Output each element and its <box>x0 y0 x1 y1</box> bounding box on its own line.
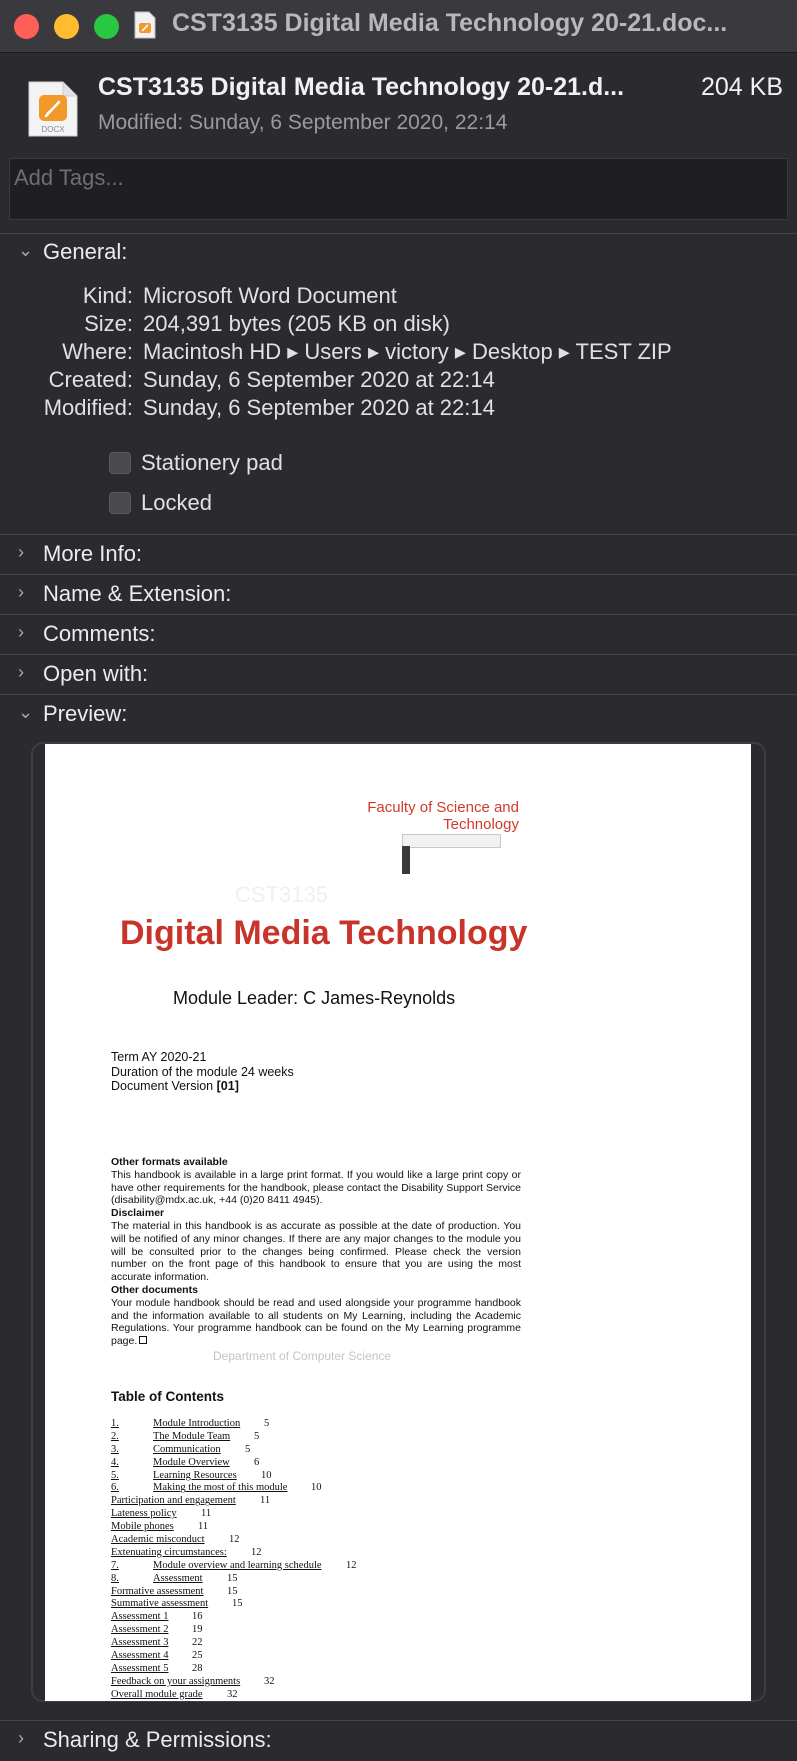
chevron-right-icon: › <box>18 542 24 562</box>
chevron-right-icon: › <box>18 622 24 642</box>
close-button[interactable] <box>14 14 39 39</box>
other-formats-text: This handbook is available in a large print format. If you would like a large print copy or have other requirements for the handbook, please contact the Disability Support Service (disability@mdx.ac.uk, +44 (0)20 8411 4945). <box>111 1168 521 1207</box>
toc-text[interactable]: Assessment <box>153 1572 203 1584</box>
divider <box>0 694 797 695</box>
info-row-kind <box>0 283 797 311</box>
toc-text[interactable]: Assessment 3 <box>111 1637 169 1649</box>
version-label: Document Version <box>111 1079 214 1093</box>
version-line <box>111 1079 294 1094</box>
info-value: Sunday, 6 September 2020 at 22:14 <box>143 395 495 420</box>
document-icon <box>134 11 156 39</box>
info-row-modified <box>0 395 797 423</box>
toc-number: 7. <box>111 1559 119 1571</box>
toc-text[interactable]: Mobile phones <box>111 1521 174 1533</box>
toc-text[interactable]: Assessment 2 <box>111 1624 169 1636</box>
toc-page-number: 6 <box>254 1456 260 1468</box>
module-leader: Module Leader: C James-Reynolds <box>173 988 456 1008</box>
info-key: Created: <box>48 367 133 392</box>
document-preview <box>45 744 751 1701</box>
toc-text[interactable]: Learning Resources <box>153 1469 237 1481</box>
tags-input[interactable] <box>10 159 778 197</box>
section-general[interactable] <box>0 234 797 272</box>
stationery-pad-label: Stationery pad <box>141 450 283 475</box>
section-sharing-label: Sharing & Permissions: <box>43 1727 272 1752</box>
toc-text[interactable]: Feedback on your assignments <box>111 1675 241 1687</box>
toc-page-number: 12 <box>251 1546 262 1558</box>
document-meta <box>111 1050 294 1094</box>
chevron-right-icon: › <box>18 662 24 682</box>
toc-text[interactable]: Assessment 1 <box>111 1611 169 1623</box>
section-more-info-label: More Info: <box>43 541 143 566</box>
info-row-size <box>0 311 797 339</box>
module-code-faint: CST3135 <box>235 882 328 907</box>
toc-number: 1. <box>111 1418 119 1429</box>
divider <box>0 614 797 615</box>
section-open-with-label: Open with: <box>43 661 149 686</box>
window-title: CST3135 Digital Media Technology 20-21.doc... <box>172 9 728 37</box>
info-key: Kind: <box>82 283 133 308</box>
info-value: Macintosh HD ▸ Users ▸ victory ▸ Desktop ▸ TEST ZIP <box>143 339 672 364</box>
info-key: Where: <box>62 339 133 364</box>
file-type-label: DOCX <box>41 125 65 134</box>
toc-text[interactable]: Assessment 5 <box>111 1662 169 1674</box>
toc-text[interactable]: Academic misconduct <box>111 1534 205 1546</box>
duration-line: Duration of the module 24 weeks <box>111 1064 294 1079</box>
toc-number: 2. <box>111 1430 119 1442</box>
section-open-with[interactable] <box>0 656 797 694</box>
chevron-down-icon: ⌄ <box>18 240 34 260</box>
toc-text[interactable]: Assessment 4 <box>111 1650 169 1662</box>
toc-number: 8. <box>111 1572 119 1584</box>
toc-text[interactable]: Extenuating circumstances: <box>111 1546 227 1558</box>
section-sharing-permissions[interactable] <box>0 1722 797 1760</box>
toc-page-number: 22 <box>192 1637 203 1649</box>
toc-page-number: 11 <box>260 1495 271 1507</box>
toc-text[interactable]: Summative assessment <box>111 1598 209 1610</box>
toc-text[interactable]: Module Overview <box>153 1456 230 1468</box>
placeholder-box <box>139 1336 147 1344</box>
section-name-extension[interactable] <box>0 576 797 614</box>
section-preview[interactable] <box>0 696 797 734</box>
faculty-label: Faculty of Science and Technology <box>367 799 519 833</box>
toc-number: 5. <box>111 1469 119 1481</box>
stationery-pad-checkbox[interactable] <box>109 452 131 474</box>
info-row-where <box>0 339 797 367</box>
info-key: Size: <box>84 311 133 336</box>
tags-field[interactable] <box>9 158 788 220</box>
locked-checkbox[interactable] <box>109 492 131 514</box>
department-label: Department of Computer Science <box>213 1349 392 1363</box>
file-size: 204 KB <box>700 73 783 101</box>
toc-text[interactable]: Module Introduction <box>153 1418 241 1429</box>
other-documents-text: Your module handbook should be read and used alongside your programme handbook and the information available to all students on My Learning, including the Academic Regulations. Your programme handbook can be found on the My Learning programme page. <box>111 1296 521 1348</box>
chevron-right-icon: › <box>18 582 24 602</box>
info-value: 204,391 bytes (205 KB on disk) <box>143 311 450 336</box>
section-comments[interactable] <box>0 616 797 654</box>
chevron-down-icon: ⌄ <box>18 702 34 722</box>
toc-text[interactable]: The Module Team <box>153 1430 231 1442</box>
toc-text[interactable]: Formative assessment <box>111 1585 204 1597</box>
info-row-created <box>0 367 797 395</box>
toc-page-number: 12 <box>229 1534 240 1546</box>
disclaimer-heading: Disclaimer <box>111 1207 165 1220</box>
toc-page-number: 12 <box>346 1559 357 1571</box>
embedded-screenshot-bar <box>402 846 410 874</box>
toc-text[interactable]: Participation and engagement <box>111 1495 236 1507</box>
info-key: Modified: <box>43 395 133 420</box>
document-body <box>111 1156 521 1348</box>
toc-number: 6. <box>111 1482 119 1494</box>
toc-text[interactable]: Making the most of this module <box>153 1482 288 1494</box>
toc-page-number: 5 <box>264 1418 270 1429</box>
title-bar <box>0 0 797 53</box>
section-name-extension-label: Name & Extension: <box>43 581 232 606</box>
divider <box>0 1720 797 1721</box>
toc-page-number: 5 <box>245 1443 251 1455</box>
disclaimer-text: The material in this handbook is as accurate as possible at the date of production. You will be notified of any minor changes. If there are any major changes to the module you will be consulted prior to the changes being confirmed. Please check the version number on the front page of this handbook to ensure that you are using the most accurate information. <box>111 1219 521 1284</box>
toc-page-number: 19 <box>192 1624 203 1636</box>
embedded-screenshot <box>402 834 501 848</box>
toc-page-number: 25 <box>192 1650 203 1662</box>
zoom-button[interactable] <box>94 14 119 39</box>
chevron-right-icon: › <box>18 1728 24 1748</box>
section-general-label: General: <box>43 239 128 264</box>
toc-page-number: 16 <box>192 1611 203 1623</box>
other-documents-heading: Other documents <box>111 1283 198 1296</box>
other-formats-heading: Other formats available <box>111 1156 228 1168</box>
toc-text[interactable]: Communication <box>153 1443 221 1455</box>
toc-title: Table of Contents <box>111 1389 224 1404</box>
toc-page-number: 5 <box>254 1430 260 1442</box>
toc-page-number: 28 <box>192 1662 203 1674</box>
toc-text[interactable]: Overall module grade <box>111 1688 203 1700</box>
toc-page-number: 11 <box>201 1508 212 1520</box>
info-value: Microsoft Word Document <box>143 283 397 308</box>
divider <box>0 534 797 535</box>
modified-date: Modified: Sunday, 6 September 2020, 22:14 <box>98 111 508 134</box>
section-preview-label: Preview: <box>43 701 128 726</box>
toc-page-number: 32 <box>227 1688 238 1700</box>
divider <box>0 574 797 575</box>
file-name: CST3135 Digital Media Technology 20-21.d... <box>98 73 625 101</box>
email-link: disability@mdx.ac.uk <box>114 1194 214 1207</box>
minimize-button[interactable] <box>54 14 79 39</box>
toc-page-number: 32 <box>264 1675 275 1687</box>
toc-page-number: 10 <box>261 1469 272 1481</box>
section-more-info[interactable] <box>0 536 797 574</box>
document-title: Digital Media Technology <box>120 914 528 952</box>
toc-page-number: 15 <box>227 1572 238 1584</box>
divider <box>0 654 797 655</box>
toc-number: 3. <box>111 1443 119 1455</box>
toc-text[interactable]: Module overview and learning schedule <box>153 1559 322 1571</box>
toc-page-number: 15 <box>227 1585 238 1597</box>
toc-page-number: 15 <box>232 1598 243 1610</box>
term-line: Term AY 2020-21 <box>111 1050 207 1064</box>
toc-page-number: 11 <box>198 1521 209 1533</box>
version-value: [01] <box>216 1079 239 1093</box>
toc-number: 4. <box>111 1456 119 1468</box>
toc-text[interactable]: Lateness policy <box>111 1508 177 1520</box>
docx-file-icon <box>27 80 79 138</box>
info-value: Sunday, 6 September 2020 at 22:14 <box>143 367 495 392</box>
section-comments-label: Comments: <box>43 621 156 646</box>
toc-page-number: 10 <box>311 1482 322 1494</box>
locked-label: Locked <box>141 490 212 515</box>
